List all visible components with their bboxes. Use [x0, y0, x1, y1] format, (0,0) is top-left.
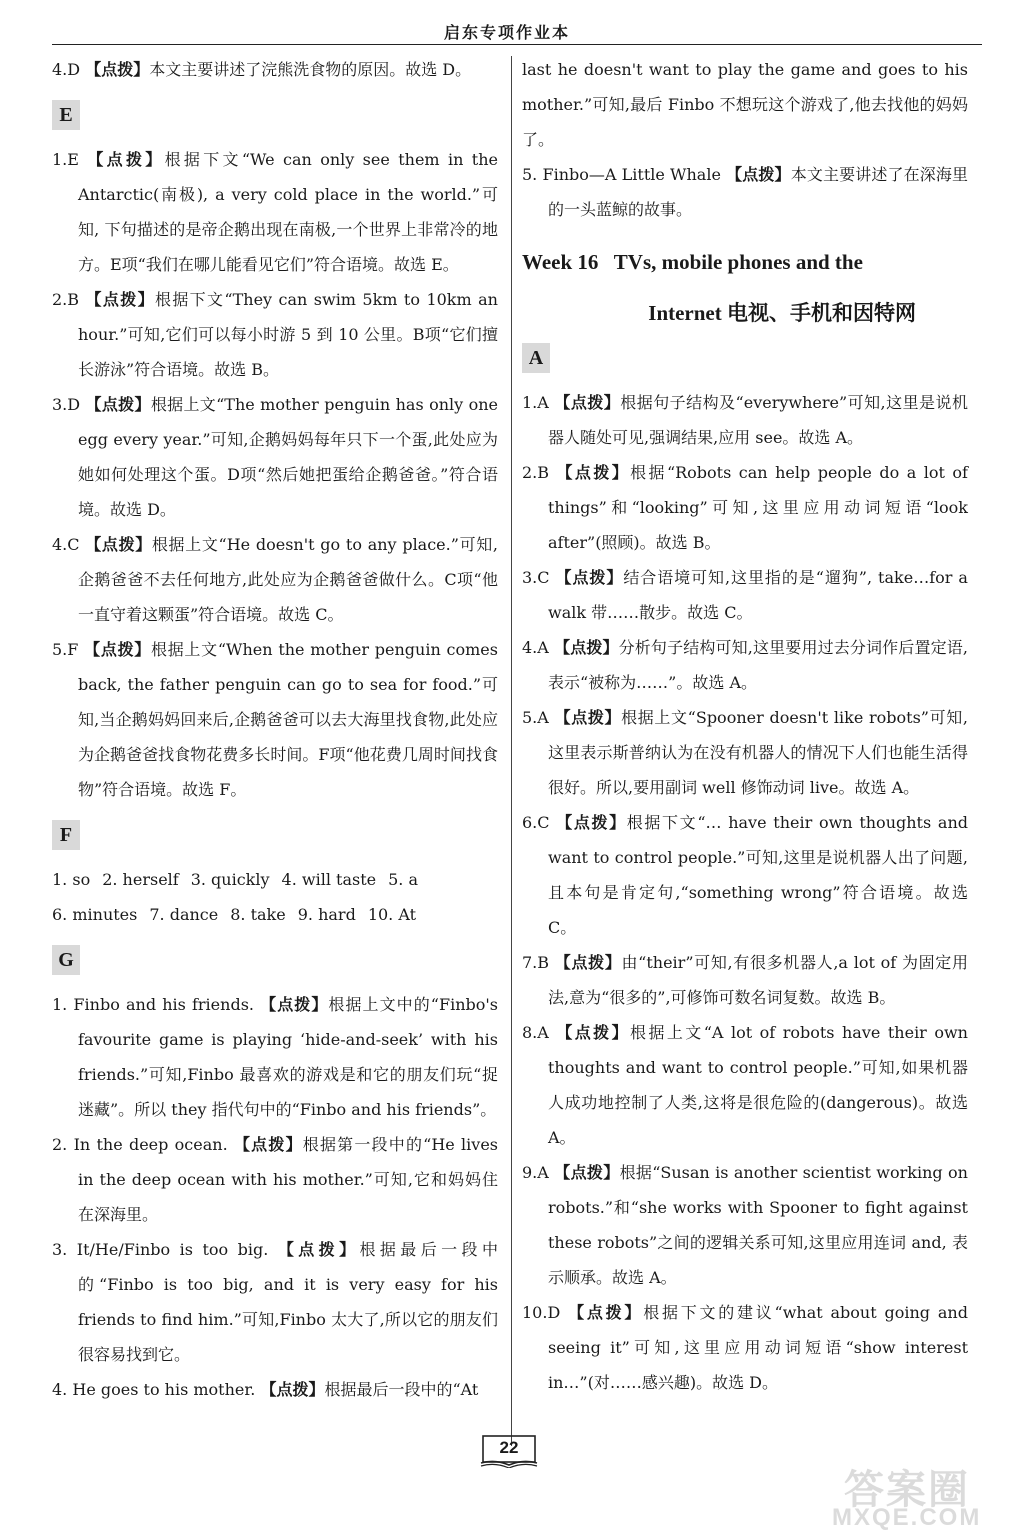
- answer-item: 8.A 【点拨】根据上文“A lot of robots have their own thoughts and want to control people.”可知,如果机器人成功地控制了人类,这将是很危险的(dangerous)。故选 A。: [522, 1023, 968, 1147]
- answer-continuation: last he doesn't want to play the game and goes to his mother.”可知,最后 Finbo 不想玩这个游戏了,他去找他的妈妈了。: [522, 60, 968, 149]
- answer-item: 5.F 【点拨】根据上文“When the mother penguin comes back, the father penguin can go to sea for food.”可知,当企鹅妈妈回来后,企鹅爸爸可以去大海里找食物,此处应为企鹅爸爸找食物花费多长时间。F项“他花费几周时间找食物”符合语境。故选 F。: [52, 640, 498, 799]
- right-column: [522, 52, 968, 1400]
- watermark-logo-text: 答案圈: [844, 1466, 970, 1513]
- page-header: [0, 0, 1014, 46]
- fill-answer: 3. quickly: [190, 870, 270, 889]
- answer-item: 2.B 【点拨】根据下文“They can swim 5km to 10km an hour.”可知,它们可以每小时游 5 到 10 公里。B项“它们擅长游泳”符合语境。故选 B。: [52, 290, 498, 379]
- fill-answer: 5. a: [388, 870, 418, 889]
- fill-row: [52, 897, 498, 932]
- section-a-list: [522, 385, 968, 1400]
- fill-answer: 6. minutes: [52, 905, 138, 924]
- week-heading-line2: Internet 电视、手机和因特网: [648, 301, 916, 325]
- section-e-list: [52, 142, 498, 807]
- page-number: 22: [499, 1438, 519, 1457]
- week-heading: [522, 241, 968, 343]
- fill-answer: 1. so: [52, 870, 91, 889]
- book-title: 启东专项作业本: [443, 23, 570, 42]
- section-label-g: G: [52, 945, 80, 975]
- fill-answer: 9. hard: [297, 905, 356, 924]
- answer-item: 1.A 【点拨】根据句子结构及“everywhere”可知,这里是说机器人随处可见,强调结果,应用 see。故选 A。: [522, 393, 968, 447]
- section-label-a: A: [522, 343, 550, 373]
- site-watermark: [818, 1460, 998, 1530]
- fill-row: [52, 862, 498, 897]
- answer-item: 3. It/He/Finbo is too big. 【点拨】根据最后一段中的“Finbo is too big, and it is very easy for his friends to find him.”可知,Finbo 太大了,所以它的朋友们很容易找到它。: [52, 1240, 498, 1364]
- answer-item: 1. Finbo and his friends. 【点拨】根据上文中的“Finbo's favourite game is playing ‘hide-and-seek’ with his friends.”可知,Finbo 最喜欢的游戏是和它的朋友们玩“捉迷藏”。所以 they 指代句中的“Finbo and his friends”。: [52, 995, 498, 1119]
- fill-answer: 7. dance: [149, 905, 219, 924]
- answer-item: 2.B 【点拨】根据“Robots can help people do a lot of things”和“looking”可知,这里应用动词短语“look after”(照顾)。故选 B。: [522, 463, 968, 552]
- fill-answer: 8. take: [230, 905, 286, 924]
- watermark-domain: MXQE.COM: [832, 1504, 982, 1531]
- answer-item: 4. He goes to his mother. 【点拨】根据最后一段中的“At: [52, 1380, 479, 1399]
- fill-answer: 4. will taste: [281, 870, 377, 889]
- answer-item: 2. In the deep ocean. 【点拨】根据第一段中的“He lives in the deep ocean with his mother.”可知,它和妈妈住在深海里。: [52, 1135, 498, 1224]
- header-rule: [52, 44, 982, 45]
- left-column: [52, 52, 498, 1407]
- answer-item: 4.C 【点拨】根据上文“He doesn't go to any place.”可知, 企鹅爸爸不去任何地方,此处应为企鹅爸爸做什么。C项“他一直守着这颗蛋”符合语境。故选 C。: [52, 535, 498, 624]
- week-heading-line1: Week 16 TVs, mobile phones and the: [522, 250, 863, 274]
- section-f-answers: [52, 862, 498, 932]
- answer-item: 4.D 【点拨】本文主要讲述了浣熊洗食物的原因。故选 D。: [52, 60, 472, 79]
- page-number-badge: [479, 1434, 539, 1468]
- answer-item: 3.D 【点拨】根据上文“The mother penguin has only one egg every year.”可知,企鹅妈妈每年只下一个蛋,此处应为她如何处理这个蛋。D项“然后她把蛋给企鹅爸爸。”符合语境。故选 D。: [52, 395, 498, 519]
- fill-answer: 2. herself: [102, 870, 179, 889]
- answer-item: 7.B 【点拨】由“their”可知,有很多机器人,a lot of 为固定用法,意为“很多的”,可修饰可数名词复数。故选 B。: [522, 953, 968, 1007]
- answer-item: 5.A 【点拨】根据上文“Spooner doesn't like robots”可知, 这里表示斯普纳认为在没有机器人的情况下人们也能生活得很好。所以,要用副词 well 修饰动词 live。故选 A。: [522, 708, 968, 797]
- answer-item: 3.C 【点拨】结合语境可知,这里指的是“遛狗”, take…for a walk 带……散步。故选 C。: [522, 568, 968, 622]
- answer-item: 5. Finbo—A Little Whale 【点拨】本文主要讲述了在深海里的一头蓝鲸的故事。: [522, 165, 968, 219]
- fill-answer: 10. At: [367, 905, 417, 924]
- section-label-e: E: [52, 100, 80, 130]
- section-label-f: F: [52, 820, 80, 850]
- answer-item: 4.A 【点拨】分析句子结构可知,这里要用过去分词作后置定语,表示“被称为……”。故选 A。: [522, 638, 968, 692]
- section-g-list: [52, 987, 498, 1407]
- answer-item: 10.D 【点拨】根据下文的建议“what about going and seeing it”可知,这里应用动词短语“show interest in…”(对……感兴趣)。故选 D。: [522, 1303, 968, 1392]
- answer-item: 6.C 【点拨】根据下文“… have their own thoughts and want to control people.”可知,这里是说机器人出了问题,且本句是肯定句,“something wrong”符合语境。故选 C。: [522, 813, 968, 937]
- column-divider: [511, 56, 512, 1446]
- answer-item: 1.E 【点拨】根据下文“We can only see them in the Antarctic(南极), a very cold place in the world.”可知, 下句描述的是帝企鹅出现在南极,一个世界上非常冷的地方。E项“我们在哪儿能看见它们”符合语境。故选 E。: [52, 150, 498, 274]
- answer-item: 9.A 【点拨】根据“Susan is another scientist working on robots.”和“she works with Spooner to fight against these robots”之间的逻辑关系可知,这里应用连词 and, 表示顺承。故选 A。: [522, 1163, 968, 1287]
